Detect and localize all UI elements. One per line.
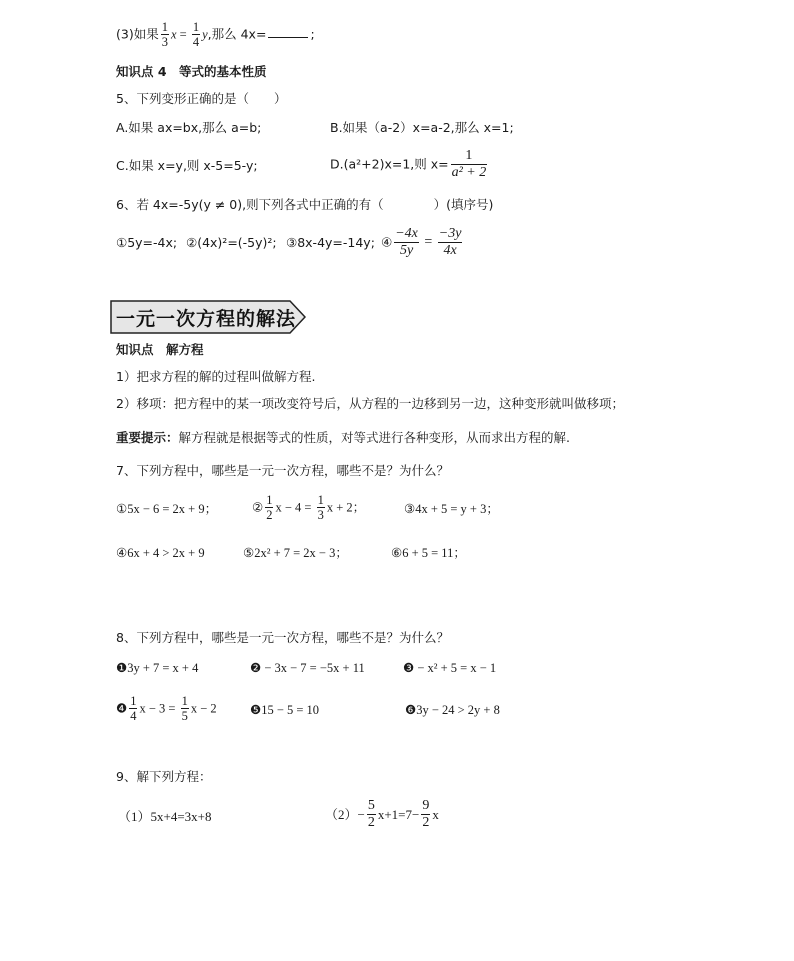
fraction bbox=[181, 694, 189, 724]
variable: x bbox=[170, 27, 177, 42]
denominator: 4x bbox=[438, 242, 463, 259]
q5-option-b: B.如果（a-2）x=a-2,那么 x=1; bbox=[330, 120, 514, 135]
tip-label: 重要提示： bbox=[116, 430, 179, 445]
question-7-stem: 7、下列方程中，哪些是一元一次方程，哪些不是？为什么？ bbox=[116, 463, 449, 478]
q6-o4-prefix: ④ bbox=[381, 234, 393, 250]
q7-eq-1: ①5x − 6 = 2x + 9； bbox=[116, 502, 218, 516]
numerator: 1 bbox=[317, 493, 324, 507]
denominator: 2 bbox=[367, 815, 375, 831]
q7-eq-2 bbox=[252, 493, 365, 523]
note-2: 2）移项：把方程中的某一项改变符号后，从方程的一边移到另一边，这种变形就叫做移项； bbox=[116, 396, 624, 411]
fraction bbox=[265, 493, 273, 523]
denominator: 2 bbox=[422, 815, 430, 831]
q3-prefix: (3)如果 bbox=[116, 26, 159, 42]
q7-e2-prefix: ② bbox=[252, 500, 264, 515]
q8-eq-5: ❺15 − 5 = 10 bbox=[250, 703, 320, 717]
equals: = bbox=[420, 234, 436, 250]
fraction bbox=[129, 694, 137, 724]
denominator: 3 bbox=[161, 35, 168, 50]
q5-d-prefix: D.(a²+2)x=1,则 x= bbox=[330, 156, 449, 172]
q8-eq-4 bbox=[116, 694, 217, 724]
question-3-line bbox=[116, 20, 315, 50]
q3-mid: ,那么 4x= bbox=[207, 26, 267, 42]
q6-option-4 bbox=[381, 226, 464, 259]
q8-eq-1: ❶3y + 7 = x + 4 bbox=[116, 661, 199, 675]
q7-e2-mid: x − 4 = bbox=[275, 500, 315, 515]
q9-p2-mid: x+1=7− bbox=[377, 807, 420, 823]
fraction bbox=[451, 148, 488, 181]
important-tip bbox=[116, 432, 570, 445]
knowledge-point-4-heading: 知识点 4 等式的基本性质 bbox=[116, 64, 267, 79]
equals: = bbox=[176, 27, 190, 42]
q9-part-1: （1）5x+4=3x+8 bbox=[118, 809, 212, 824]
knowledge-point-heading: 知识点 解方程 bbox=[116, 342, 204, 357]
q8-e4-mid: x − 3 = bbox=[139, 701, 179, 716]
q3-end: ; bbox=[310, 26, 315, 42]
numerator: −3y bbox=[438, 226, 462, 241]
q6-option-2: ②(4x)²=(-5y)²; bbox=[186, 235, 277, 250]
denominator: a² + 2 bbox=[451, 165, 487, 181]
q5-option-c: C.如果 x=y,则 x-5=5-y; bbox=[116, 158, 258, 173]
q8-e4-end: x − 2 bbox=[190, 701, 217, 716]
numerator: 9 bbox=[422, 798, 430, 813]
denominator: 5 bbox=[181, 709, 188, 724]
question-6-stem: 6、若 4x=-5y(y ≠ 0),则下列各式中正确的有（ ）(填序号) bbox=[116, 197, 494, 212]
numerator: 1 bbox=[266, 493, 273, 507]
denominator: 3 bbox=[317, 508, 324, 523]
numerator: 5 bbox=[367, 798, 375, 813]
fraction bbox=[317, 493, 325, 523]
variable: y bbox=[202, 27, 208, 42]
q6-option-3: ③8x-4y=-14y; bbox=[286, 235, 375, 250]
denominator: 4 bbox=[192, 35, 200, 50]
fraction bbox=[367, 798, 376, 831]
q8-e4-prefix: ❹ bbox=[116, 701, 128, 716]
q8-eq-6: ❻3y − 24 > 2y + 8 bbox=[405, 703, 500, 717]
question-5-stem: 5、下列变形正确的是（ ） bbox=[116, 91, 287, 106]
q7-e2-end: x + 2； bbox=[326, 500, 366, 515]
denominator: 4 bbox=[130, 709, 137, 724]
note-1: 1）把求方程的解的过程叫做解方程. bbox=[116, 369, 316, 384]
q6-option-1: ①5y=-4x; bbox=[116, 235, 178, 250]
q7-eq-6: ⑥6 + 5 = 11； bbox=[391, 546, 466, 560]
q5-option-a: A.如果 ax=bx,那么 a=b; bbox=[116, 120, 262, 135]
fraction bbox=[421, 798, 430, 831]
q8-eq-3: ❸ − x² + 5 = x − 1 bbox=[403, 661, 497, 675]
q9-p2-prefix: （2）− bbox=[325, 807, 365, 823]
tip-text: 解方程就是根据等式的性质，对等式进行各种变形，从而求出方程的解. bbox=[178, 430, 570, 445]
section-title: 一元一次方程的解法 bbox=[116, 308, 297, 330]
q9-p2-end: x bbox=[432, 807, 439, 823]
numerator: 1 bbox=[192, 20, 200, 34]
numerator: 1 bbox=[181, 694, 188, 708]
numerator: 1 bbox=[161, 20, 168, 34]
question-8-stem: 8、下列方程中，哪些是一元一次方程，哪些不是？为什么？ bbox=[116, 630, 449, 645]
q7-eq-3: ③4x + 5 = y + 3； bbox=[404, 502, 499, 516]
fraction bbox=[192, 20, 200, 50]
q8-eq-2: ❷ − 3x − 7 = −5x + 11 bbox=[250, 661, 365, 675]
numerator: 1 bbox=[465, 148, 473, 163]
numerator: 1 bbox=[130, 694, 137, 708]
denominator: 5y bbox=[394, 242, 419, 259]
fraction bbox=[438, 226, 463, 259]
fraction bbox=[161, 20, 169, 50]
q7-eq-4: ④6x + 4 > 2x + 9 bbox=[116, 546, 205, 560]
question-9-stem: 9、解下列方程： bbox=[116, 769, 212, 784]
denominator: 2 bbox=[266, 508, 273, 523]
numerator: −4x bbox=[395, 226, 418, 241]
q5-option-d bbox=[330, 148, 489, 181]
answer-blank[interactable] bbox=[268, 27, 308, 38]
q9-part-2 bbox=[325, 798, 439, 831]
fraction bbox=[394, 226, 419, 259]
q7-eq-5: ⑤2x² + 7 = 2x − 3； bbox=[243, 546, 348, 560]
